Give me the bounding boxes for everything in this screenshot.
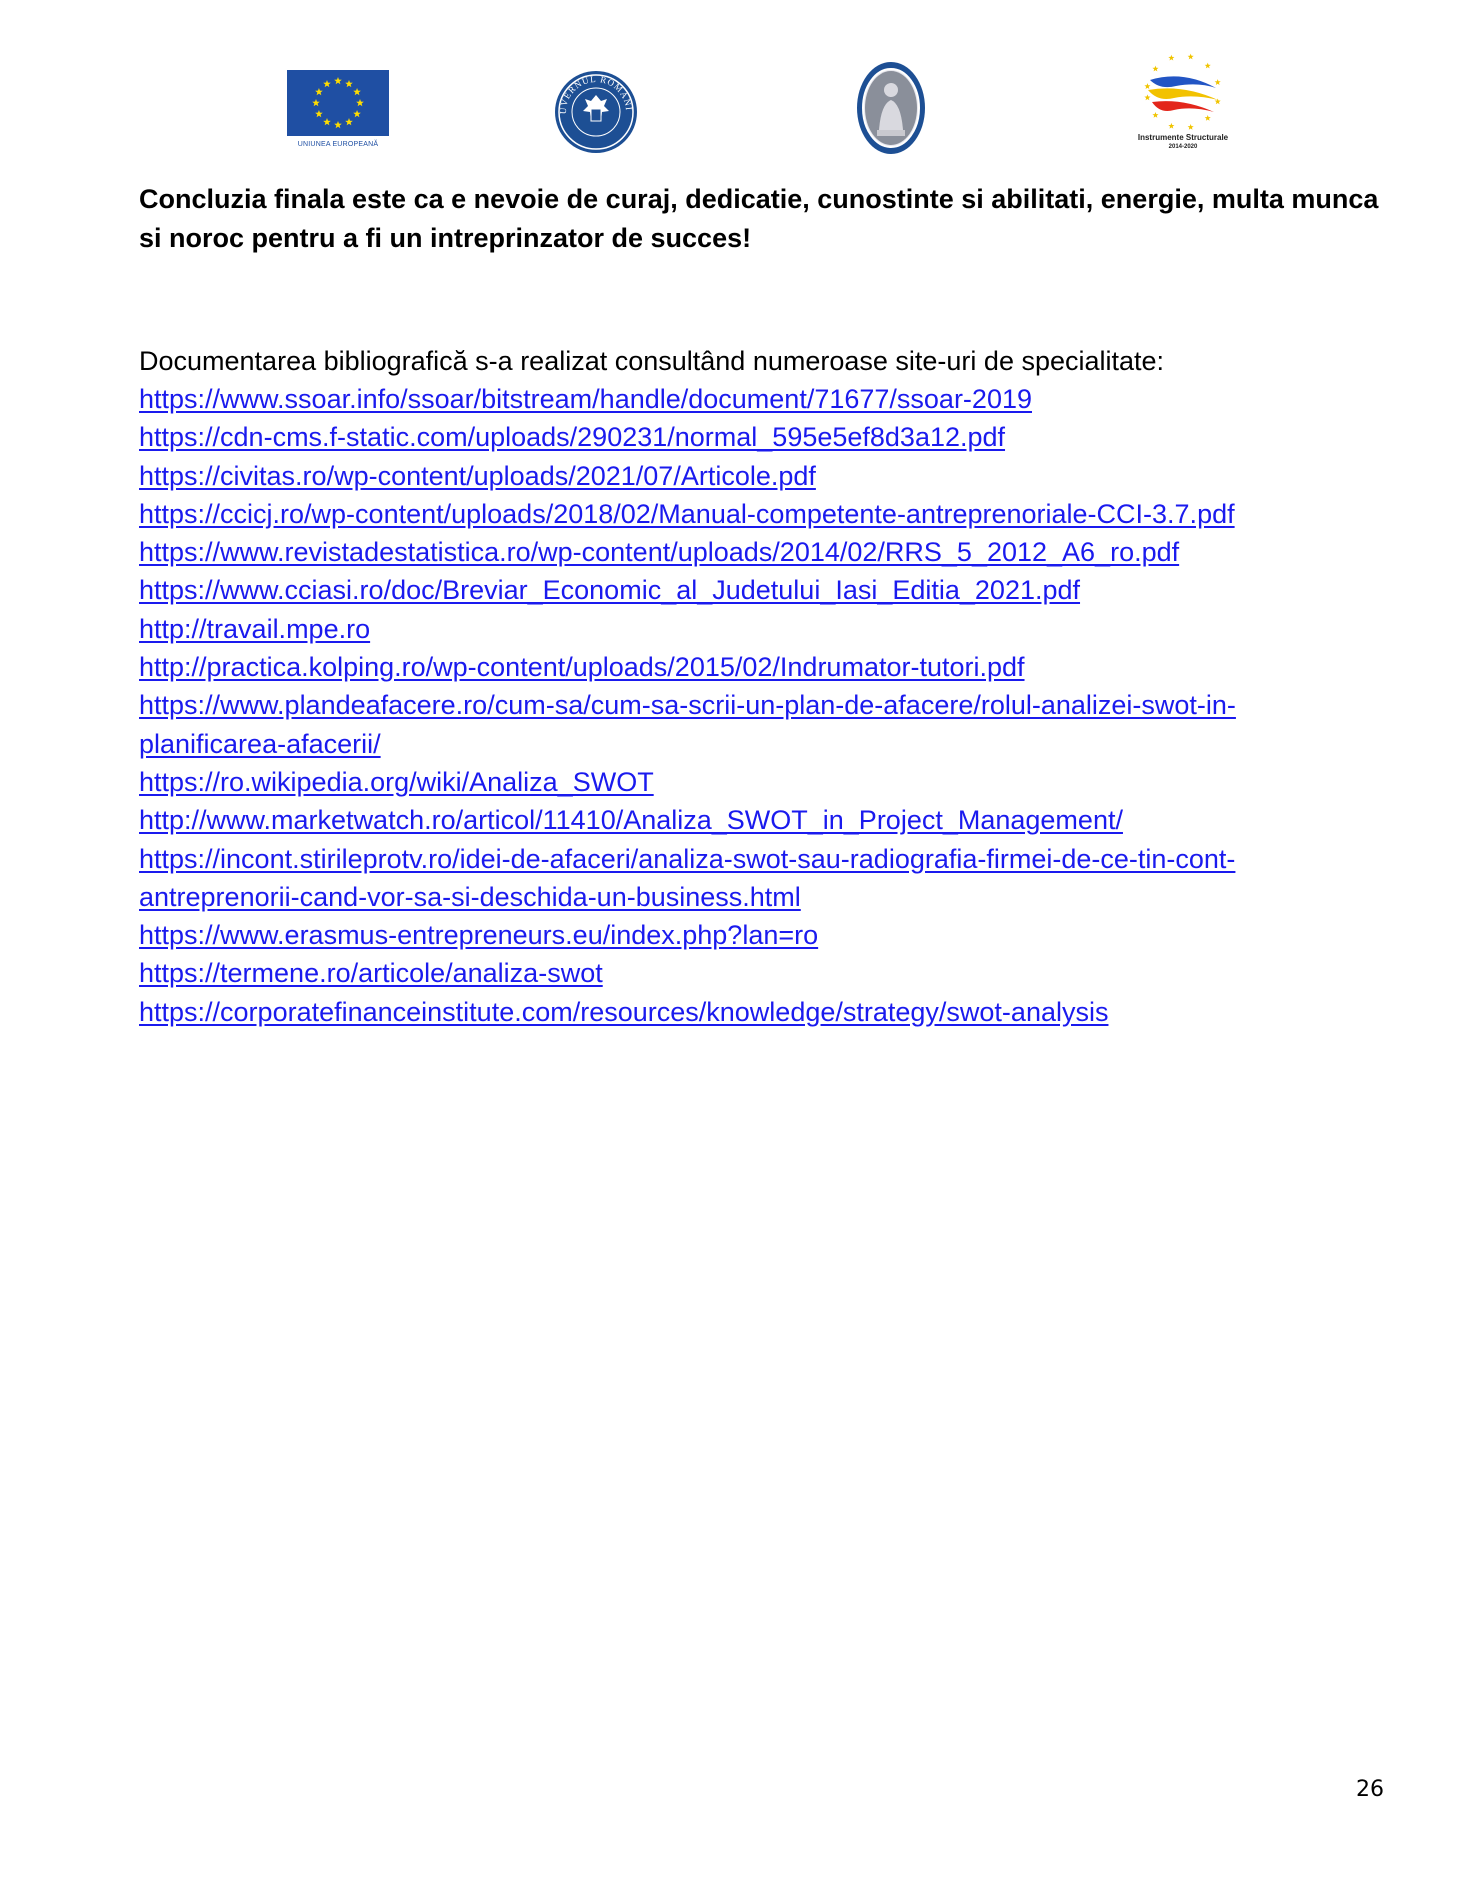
instrumente-structurale-years: 2014-2020 bbox=[1168, 144, 1198, 150]
bibliography-link[interactable]: https://www.cciasi.ro/doc/Breviar_Economic_al_Judetului_Iasi_Editia_2021.pdf bbox=[139, 575, 1081, 606]
bibliography-link[interactable]: https://ro.wikipedia.org/wiki/Analiza_SWOT bbox=[139, 766, 654, 797]
list-item bbox=[139, 495, 1379, 533]
conclusion-text: Concluzia finala este ca e nevoie de curaj, dedicatie, cunostinte si abilitati, energie, multa munca si noroc pentru a fi un intreprinzator de succes! bbox=[139, 184, 1379, 253]
bibliography-link[interactable]: https://www.erasmus-entrepreneurs.eu/index.php?lan=ro bbox=[139, 920, 819, 951]
list-item bbox=[139, 993, 1379, 1031]
instrumente-structurale-logo bbox=[1128, 50, 1238, 153]
government-seal-top-text: UVERNUL ROMÂNI bbox=[557, 73, 635, 115]
list-item bbox=[139, 457, 1379, 495]
list-item bbox=[139, 571, 1379, 609]
bibliography-link[interactable]: https://www.ssoar.info/ssoar/bitstream/handle/document/71677/ssoar-2019 bbox=[139, 384, 1032, 414]
bibliography-link[interactable]: http://www.marketwatch.ro/articol/11410/Analiza_SWOT_in_Project_Management/ bbox=[139, 805, 1123, 836]
bibliography-link[interactable]: https://www.revistadestatistica.ro/wp-content/uploads/2014/02/RRS_5_2012_A6_ro.pdf bbox=[139, 537, 1180, 568]
page-number: 26 bbox=[1356, 1777, 1384, 1802]
list-item bbox=[139, 801, 1379, 839]
list-item bbox=[139, 380, 1379, 418]
list-item bbox=[139, 916, 1379, 954]
list-item bbox=[139, 648, 1379, 686]
list-item bbox=[139, 686, 1379, 763]
university-seal bbox=[855, 60, 927, 156]
list-item bbox=[139, 418, 1379, 456]
list-item bbox=[139, 763, 1379, 801]
eu-flag-icon bbox=[287, 70, 389, 136]
list-item bbox=[139, 954, 1379, 992]
bibliography-link[interactable]: https://incont.stirileprotv.ro/idei-de-afaceri/analiza-swot-sau-radiografia-firmei-de-ce-tin-cont-antreprenorii-cand-vor-sa-si-deschida-un-business.html bbox=[139, 843, 1236, 912]
instrumente-structurale-caption: Instrumente Structurale bbox=[1137, 133, 1229, 142]
bibliography-link[interactable]: https://www.plandeafacere.ro/cum-sa/cum-sa-scrii-un-plan-de-afacere/rolul-analizei-swot-in-planificarea-afacerii/ bbox=[139, 690, 1236, 759]
government-seal bbox=[553, 69, 639, 155]
list-item bbox=[139, 840, 1379, 917]
list-item bbox=[139, 610, 1379, 648]
bibliography-link[interactable]: https://corporatefinanceinstitute.com/resources/knowledge/strategy/swot-analysis bbox=[139, 996, 1109, 1027]
eu-logo bbox=[287, 70, 389, 154]
bibliography-link[interactable]: http://practica.kolping.ro/wp-content/uploads/2015/02/Indrumator-tutori.pdf bbox=[139, 652, 1025, 683]
bibliography-link[interactable]: https://cdn-cms.f-static.com/uploads/290231/normal_595e5ef8d3a12.pdf bbox=[139, 422, 1006, 453]
list-item bbox=[139, 533, 1379, 571]
bibliography-link[interactable]: https://termene.ro/articole/analiza-swot bbox=[139, 958, 603, 989]
bibliography-intro: Documentarea bibliografică s-a realizat consultând numeroase site-uri de specialitate: bbox=[139, 346, 1165, 376]
bibliography-link[interactable]: https://civitas.ro/wp-content/uploads/2021/07/Articole.pdf bbox=[139, 460, 816, 491]
bibliography-link-list bbox=[139, 380, 1379, 1031]
eu-caption: UNIUNEA EUROPEANĂ bbox=[297, 141, 379, 148]
bibliography-link[interactable]: http://travail.mpe.ro bbox=[139, 613, 371, 644]
bibliography-link[interactable]: https://ccicj.ro/wp-content/uploads/2018/02/Manual-competente-antreprenoriale-CCI-3.7.pdf bbox=[139, 498, 1235, 529]
